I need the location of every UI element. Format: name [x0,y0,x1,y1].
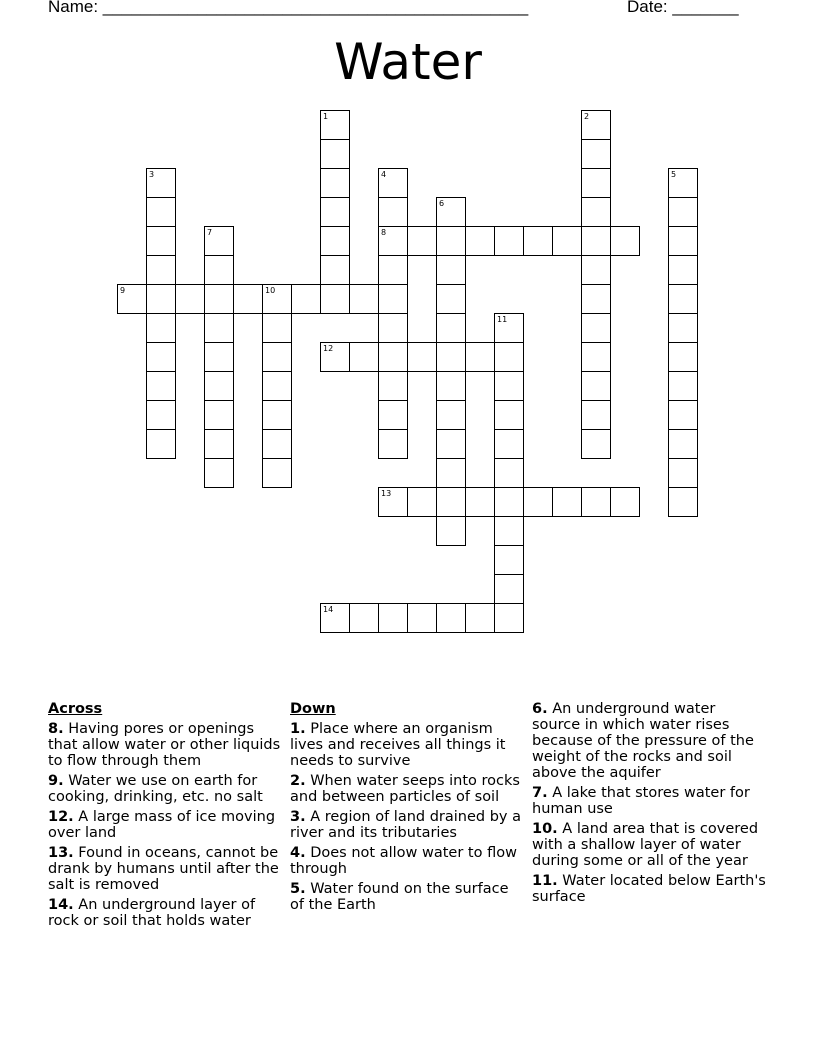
crossword-cell[interactable] [146,255,176,285]
crossword-cell[interactable] [436,400,466,430]
across-clue [48,809,282,841]
crossword-cell[interactable] [581,255,611,285]
crossword-cell[interactable] [175,284,205,314]
crossword-cell[interactable] [146,226,176,256]
crossword-cell[interactable] [262,371,292,401]
cell-number: 8 [381,228,387,237]
clue-text: A lake that stores water for human use [532,785,750,817]
cell-number: 11 [497,315,508,324]
crossword-cell[interactable] [262,400,292,430]
clue-text: A large mass of ice moving over land [48,809,276,841]
crossword-cell[interactable] [407,603,437,633]
crossword-cell[interactable] [581,139,611,169]
crossword-cell[interactable] [494,342,524,372]
down-clue [532,701,766,781]
crossword-cell[interactable] [610,487,640,517]
crossword-cell[interactable] [204,284,234,314]
across-clues [48,701,282,933]
crossword-cell[interactable] [668,168,698,198]
crossword-cell[interactable] [349,284,379,314]
down-clue [290,881,524,913]
crossword-cell[interactable] [262,429,292,459]
crossword-cell[interactable] [320,139,350,169]
crossword-cell[interactable] [494,429,524,459]
crossword-cell[interactable] [581,284,611,314]
down-clue [532,821,766,869]
crossword-cell[interactable] [320,342,350,372]
crossword-cell[interactable] [146,168,176,198]
down-clue [532,873,766,905]
crossword-cell[interactable] [581,110,611,140]
clue-text: A land area that is covered with a shallow layer of water during some or all of the year [532,821,759,869]
crossword-cell[interactable] [320,168,350,198]
crossword-cell[interactable] [146,342,176,372]
clue-number: 5. [290,881,306,897]
crossword-cell[interactable] [494,371,524,401]
crossword-cell[interactable] [494,226,524,256]
crossword-cell[interactable] [668,226,698,256]
crossword-cell[interactable] [378,284,408,314]
down-clue [532,785,766,817]
clue-number: 3. [290,809,306,825]
crossword-cell[interactable] [204,342,234,372]
clue-text: Water found on the surface of the Earth [290,881,509,913]
cell-number: 10 [265,286,276,295]
date-line: Date: _______ [627,0,739,16]
cell-number: 7 [207,228,213,237]
crossword-cell[interactable] [204,255,234,285]
crossword-cell[interactable] [581,342,611,372]
crossword-cell[interactable] [494,400,524,430]
crossword-cell[interactable] [436,487,466,517]
crossword-cell[interactable] [436,342,466,372]
crossword-cell[interactable] [436,255,466,285]
clue-number: 6. [532,701,548,717]
down-clues-col1 [290,701,524,917]
crossword-cell[interactable] [610,226,640,256]
crossword-cell[interactable] [494,313,524,343]
cell-number: 6 [439,199,445,208]
crossword-cell[interactable] [494,458,524,488]
crossword-cell[interactable] [581,400,611,430]
crossword-cell[interactable] [146,400,176,430]
crossword-cell[interactable] [378,226,408,256]
clue-number: 8. [48,721,64,737]
crossword-cell[interactable] [349,603,379,633]
crossword-cell[interactable] [581,168,611,198]
crossword-cell[interactable] [465,226,495,256]
crossword-cell[interactable] [668,284,698,314]
cell-number: 14 [323,605,334,614]
crossword-cell[interactable] [262,313,292,343]
crossword-cell[interactable] [668,197,698,227]
crossword-cell[interactable] [436,226,466,256]
clue-text: When water seeps into rocks and between particles of soil [290,773,520,805]
crossword-cell[interactable] [668,371,698,401]
clue-text: Found in oceans, cannot be drank by humans until after the salt is removed [48,845,279,893]
crossword-cell[interactable] [552,487,582,517]
crossword-cell[interactable] [378,255,408,285]
crossword-cell[interactable] [436,458,466,488]
crossword-cell[interactable] [465,342,495,372]
crossword-cell[interactable] [523,487,553,517]
clue-number: 1. [290,721,306,737]
clue-text: Place where an organism lives and receives all things it needs to survive [290,721,506,769]
clue-number: 13. [48,845,74,861]
down-heading: Down [290,701,336,717]
down-clues-col2 [532,701,766,909]
cell-number: 5 [671,170,677,179]
crossword-cell[interactable] [494,545,524,575]
clue-number: 2. [290,773,306,789]
crossword-cell[interactable] [668,487,698,517]
crossword-cell[interactable] [581,197,611,227]
crossword-cell[interactable] [581,487,611,517]
clue-text: An underground layer of rock or soil that holds water [48,897,256,929]
cell-number: 13 [381,489,392,498]
clue-number: 10. [532,821,558,837]
crossword-cell[interactable] [494,487,524,517]
cell-number: 12 [323,344,334,353]
cell-number: 1 [323,112,329,121]
crossword-cell[interactable] [262,458,292,488]
crossword-cell[interactable] [378,342,408,372]
crossword-cell[interactable] [117,284,147,314]
crossword-cell[interactable] [204,429,234,459]
crossword-cell[interactable] [407,342,437,372]
crossword-cell[interactable] [436,603,466,633]
crossword-cell[interactable] [378,487,408,517]
crossword-cell[interactable] [436,313,466,343]
crossword-cell[interactable] [668,255,698,285]
crossword-cell[interactable] [407,226,437,256]
crossword-cell[interactable] [320,603,350,633]
clue-text: A region of land drained by a river and its tributaries [290,809,521,841]
crossword-cell[interactable] [436,197,466,227]
crossword-cell[interactable] [668,429,698,459]
crossword-cell[interactable] [204,371,234,401]
crossword-cell[interactable] [378,197,408,227]
clue-number: 9. [48,773,64,789]
cell-number: 3 [149,170,155,179]
across-clue [48,773,282,805]
clue-text: Does not allow water to flow through [290,845,517,877]
crossword-cell[interactable] [378,429,408,459]
crossword-cell[interactable] [204,313,234,343]
crossword-cell[interactable] [262,284,292,314]
clue-number: 11. [532,873,558,889]
cell-number: 9 [120,286,126,295]
crossword-cell[interactable] [146,429,176,459]
crossword-cell[interactable] [581,371,611,401]
crossword-cell[interactable] [262,342,292,372]
name-line: Name: _____________________________________________ [48,0,529,16]
crossword-cell[interactable] [668,342,698,372]
crossword-cell[interactable] [146,284,176,314]
clue-text: Water located below Earth's surface [532,873,766,905]
crossword-cell[interactable] [668,313,698,343]
down-clue [290,773,524,805]
crossword-cell[interactable] [320,197,350,227]
crossword-cell[interactable] [291,284,321,314]
clue-number: 4. [290,845,306,861]
crossword-cell[interactable] [146,313,176,343]
crossword-cell[interactable] [378,371,408,401]
cell-number: 2 [584,112,590,121]
crossword-cell[interactable] [436,516,466,546]
clue-text: Water we use on earth for cooking, drinking, etc. no salt [48,773,263,805]
down-clue [290,845,524,877]
crossword-cell[interactable] [436,284,466,314]
crossword-cell[interactable] [378,168,408,198]
across-clue [48,721,282,769]
across-clue [48,845,282,893]
cell-number: 4 [381,170,387,179]
across-heading: Across [48,701,103,717]
down-clue [290,721,524,769]
across-clue [48,897,282,929]
crossword-cell[interactable] [146,371,176,401]
crossword-cell[interactable] [552,226,582,256]
crossword-cell[interactable] [378,603,408,633]
crossword-cell[interactable] [581,429,611,459]
crossword-cell[interactable] [320,255,350,285]
crossword-cell[interactable] [581,313,611,343]
page-title: Water [334,33,482,91]
crossword-cell[interactable] [204,400,234,430]
crossword-cell[interactable] [378,400,408,430]
crossword-cell[interactable] [204,458,234,488]
crossword-cell[interactable] [436,371,466,401]
crossword-cell[interactable] [668,400,698,430]
crossword-cell[interactable] [378,313,408,343]
clue-text: Having pores or openings that allow water or other liquids to flow through them [48,721,281,769]
clue-text: An underground water source in which water rises because of the pressure of the weight of the rocks and soil above the aquifer [532,701,754,781]
clue-number: 12. [48,809,74,825]
crossword-cell[interactable] [146,197,176,227]
crossword-cell[interactable] [668,458,698,488]
clue-number: 7. [532,785,548,801]
crossword-cell[interactable] [465,487,495,517]
crossword-cell[interactable] [436,429,466,459]
crossword-cell[interactable] [523,226,553,256]
crossword-cell[interactable] [320,110,350,140]
crossword-cell[interactable] [320,226,350,256]
crossword-cell[interactable] [581,226,611,256]
down-clue [290,809,524,841]
crossword-cell[interactable] [494,574,524,604]
crossword-cell[interactable] [494,516,524,546]
crossword-cell[interactable] [204,226,234,256]
crossword-cell[interactable] [233,284,263,314]
crossword-cell[interactable] [494,603,524,633]
crossword-cell[interactable] [349,342,379,372]
clue-number: 14. [48,897,74,913]
crossword-cell[interactable] [465,603,495,633]
crossword-cell[interactable] [320,284,350,314]
crossword-cell[interactable] [407,487,437,517]
